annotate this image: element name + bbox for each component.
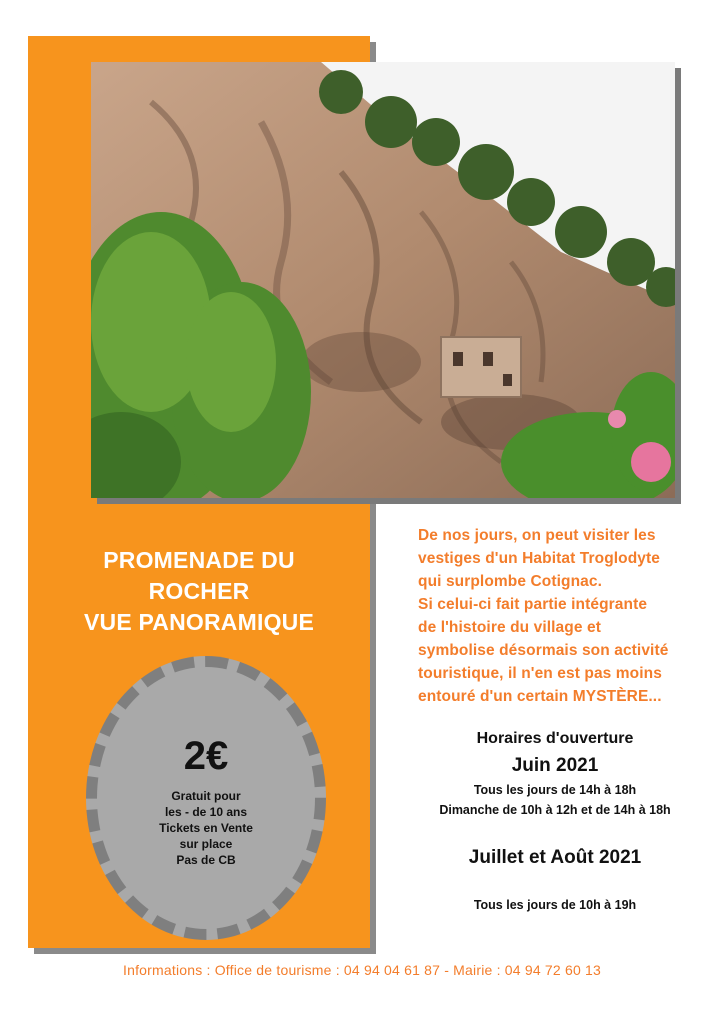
description xyxy=(418,524,713,708)
description-line: De nos jours, on peut visiter les xyxy=(418,527,656,544)
description-line: de l'histoire du village et xyxy=(418,619,601,636)
hours-title: Horaires d'ouverture xyxy=(476,730,634,747)
event-title xyxy=(28,545,370,638)
price-note-2: les - de 10 ans xyxy=(164,805,248,819)
price-note-3: Tickets en Vente xyxy=(159,821,253,835)
june-hours-daily: Tous les jours de 14h à 18h xyxy=(473,783,637,797)
title-line-2: ROCHER xyxy=(148,578,250,604)
title-line-1: PROMENADE DU xyxy=(103,547,295,573)
description-line: touristique, il n'en est pas moins xyxy=(418,665,662,682)
price-note-4: sur place xyxy=(179,837,233,851)
description-line: qui surplombe Cotignac. xyxy=(418,573,603,590)
june-hours-sunday: Dimanche de 10h à 12h et de 14h à 18h xyxy=(439,803,671,817)
title-line-3: VUE PANORAMIQUE xyxy=(83,609,315,635)
description-line: entouré d'un certain MYSTÈRE... xyxy=(418,688,662,705)
footer-contact: Informations : Office de tourisme : 04 94 04 61 87 - Mairie : 04 94 72 60 13 xyxy=(123,962,601,978)
description-line: vestiges d'un Habitat Troglodyte xyxy=(418,550,661,567)
price-info xyxy=(86,730,326,868)
june-label: Juin 2021 xyxy=(511,755,599,776)
cliff-photo-illustration xyxy=(91,62,675,498)
cliff-photo xyxy=(91,62,675,498)
summer-label: Juillet et Août 2021 xyxy=(468,847,642,868)
price-note-5: Pas de CB xyxy=(176,853,236,867)
description-line: Si celui-ci fait partie intégrante xyxy=(418,596,648,613)
summer-hours-daily: Tous les jours de 10h à 19h xyxy=(473,898,637,912)
price-note-1: Gratuit pour xyxy=(171,789,241,803)
description-line: symbolise désormais son activité xyxy=(418,642,669,659)
price-value: 2€ xyxy=(183,734,229,778)
